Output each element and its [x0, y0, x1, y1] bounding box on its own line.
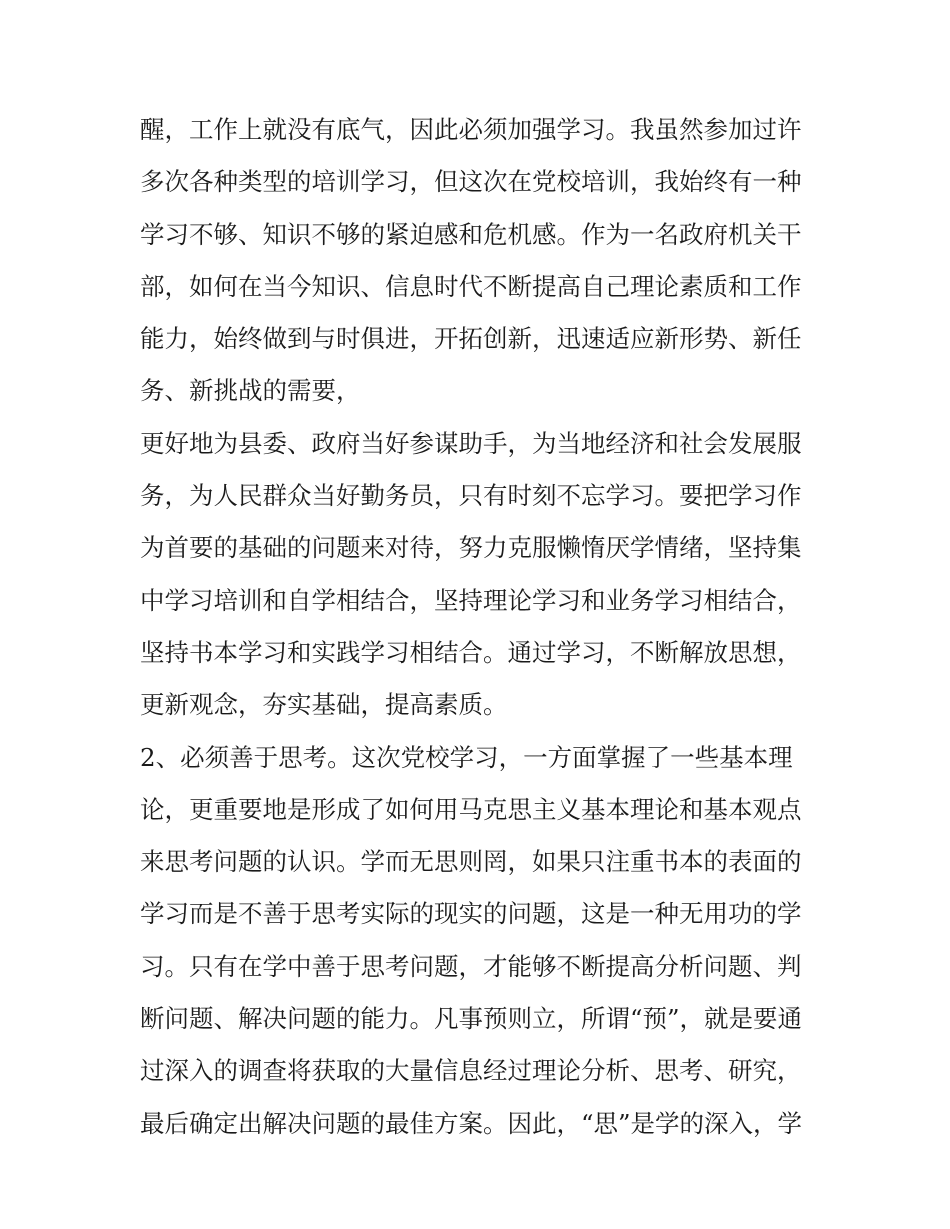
text-line: 务、新挑战的需要，: [140, 376, 361, 406]
text-line: 过深入的调查将获取的大量信息经过理论分析、思考、研究，: [140, 1056, 802, 1086]
text-line: 为首要的基础的问题来对待，努力克服懒惰厌学情绪，坚持集: [140, 533, 802, 563]
text-line: 更新观念，夯实基础，提高素质。: [140, 690, 508, 720]
text-line: 务，为人民群众当好勤务员，只有时刻不忘学习。要把学习作: [140, 481, 802, 511]
text-line: 学习不够、知识不够的紧迫感和危机感。作为一名政府机关干: [140, 219, 802, 249]
text-line: 论，更重要地是形成了如何用马克思主义基本理论和基本观点: [140, 794, 802, 824]
text-line: 习。只有在学中善于思考问题，才能够不断提高分析问题、判: [140, 951, 802, 981]
text-line: 多次各种类型的培训学习，但这次在党校培训，我始终有一种: [140, 167, 802, 197]
text-line: 部，如何在当今知识、信息时代不断提高自己理论素质和工作: [140, 271, 802, 301]
text-line: 醒，工作上就没有底气，因此必须加强学习。我虽然参加过许: [140, 115, 802, 144]
text-line: 坚持书本学习和实践学习相结合。通过学习，不断解放思想，: [140, 637, 802, 667]
text-line: 最后确定出解决问题的最佳方案。因此，“思”是学的深入，学: [140, 1108, 803, 1138]
text-line: 学习而是不善于思考实际的现实的问题，这是一种无用功的学: [140, 899, 802, 929]
text-line: 2、必须善于思考。这次党校学习，一方面掌握了一些基本理: [140, 742, 793, 772]
text-line: 更好地为县委、政府当好参谋助手，为当地经济和社会发展服: [140, 428, 802, 458]
text-line: 来思考问题的认识。学而无思则罔，如果只注重书本的表面的: [140, 847, 802, 877]
text-line: 能力，始终做到与时俱进，开拓创新，迅速适应新形势、新任: [140, 324, 802, 354]
text-line: 中学习培训和自学相结合，坚持理论学习和业务学习相结合，: [140, 585, 802, 615]
text-line: 断问题、解决问题的能力。凡事预则立，所谓“预”，就是要通: [140, 1004, 803, 1034]
document-body: [140, 104, 820, 1150]
